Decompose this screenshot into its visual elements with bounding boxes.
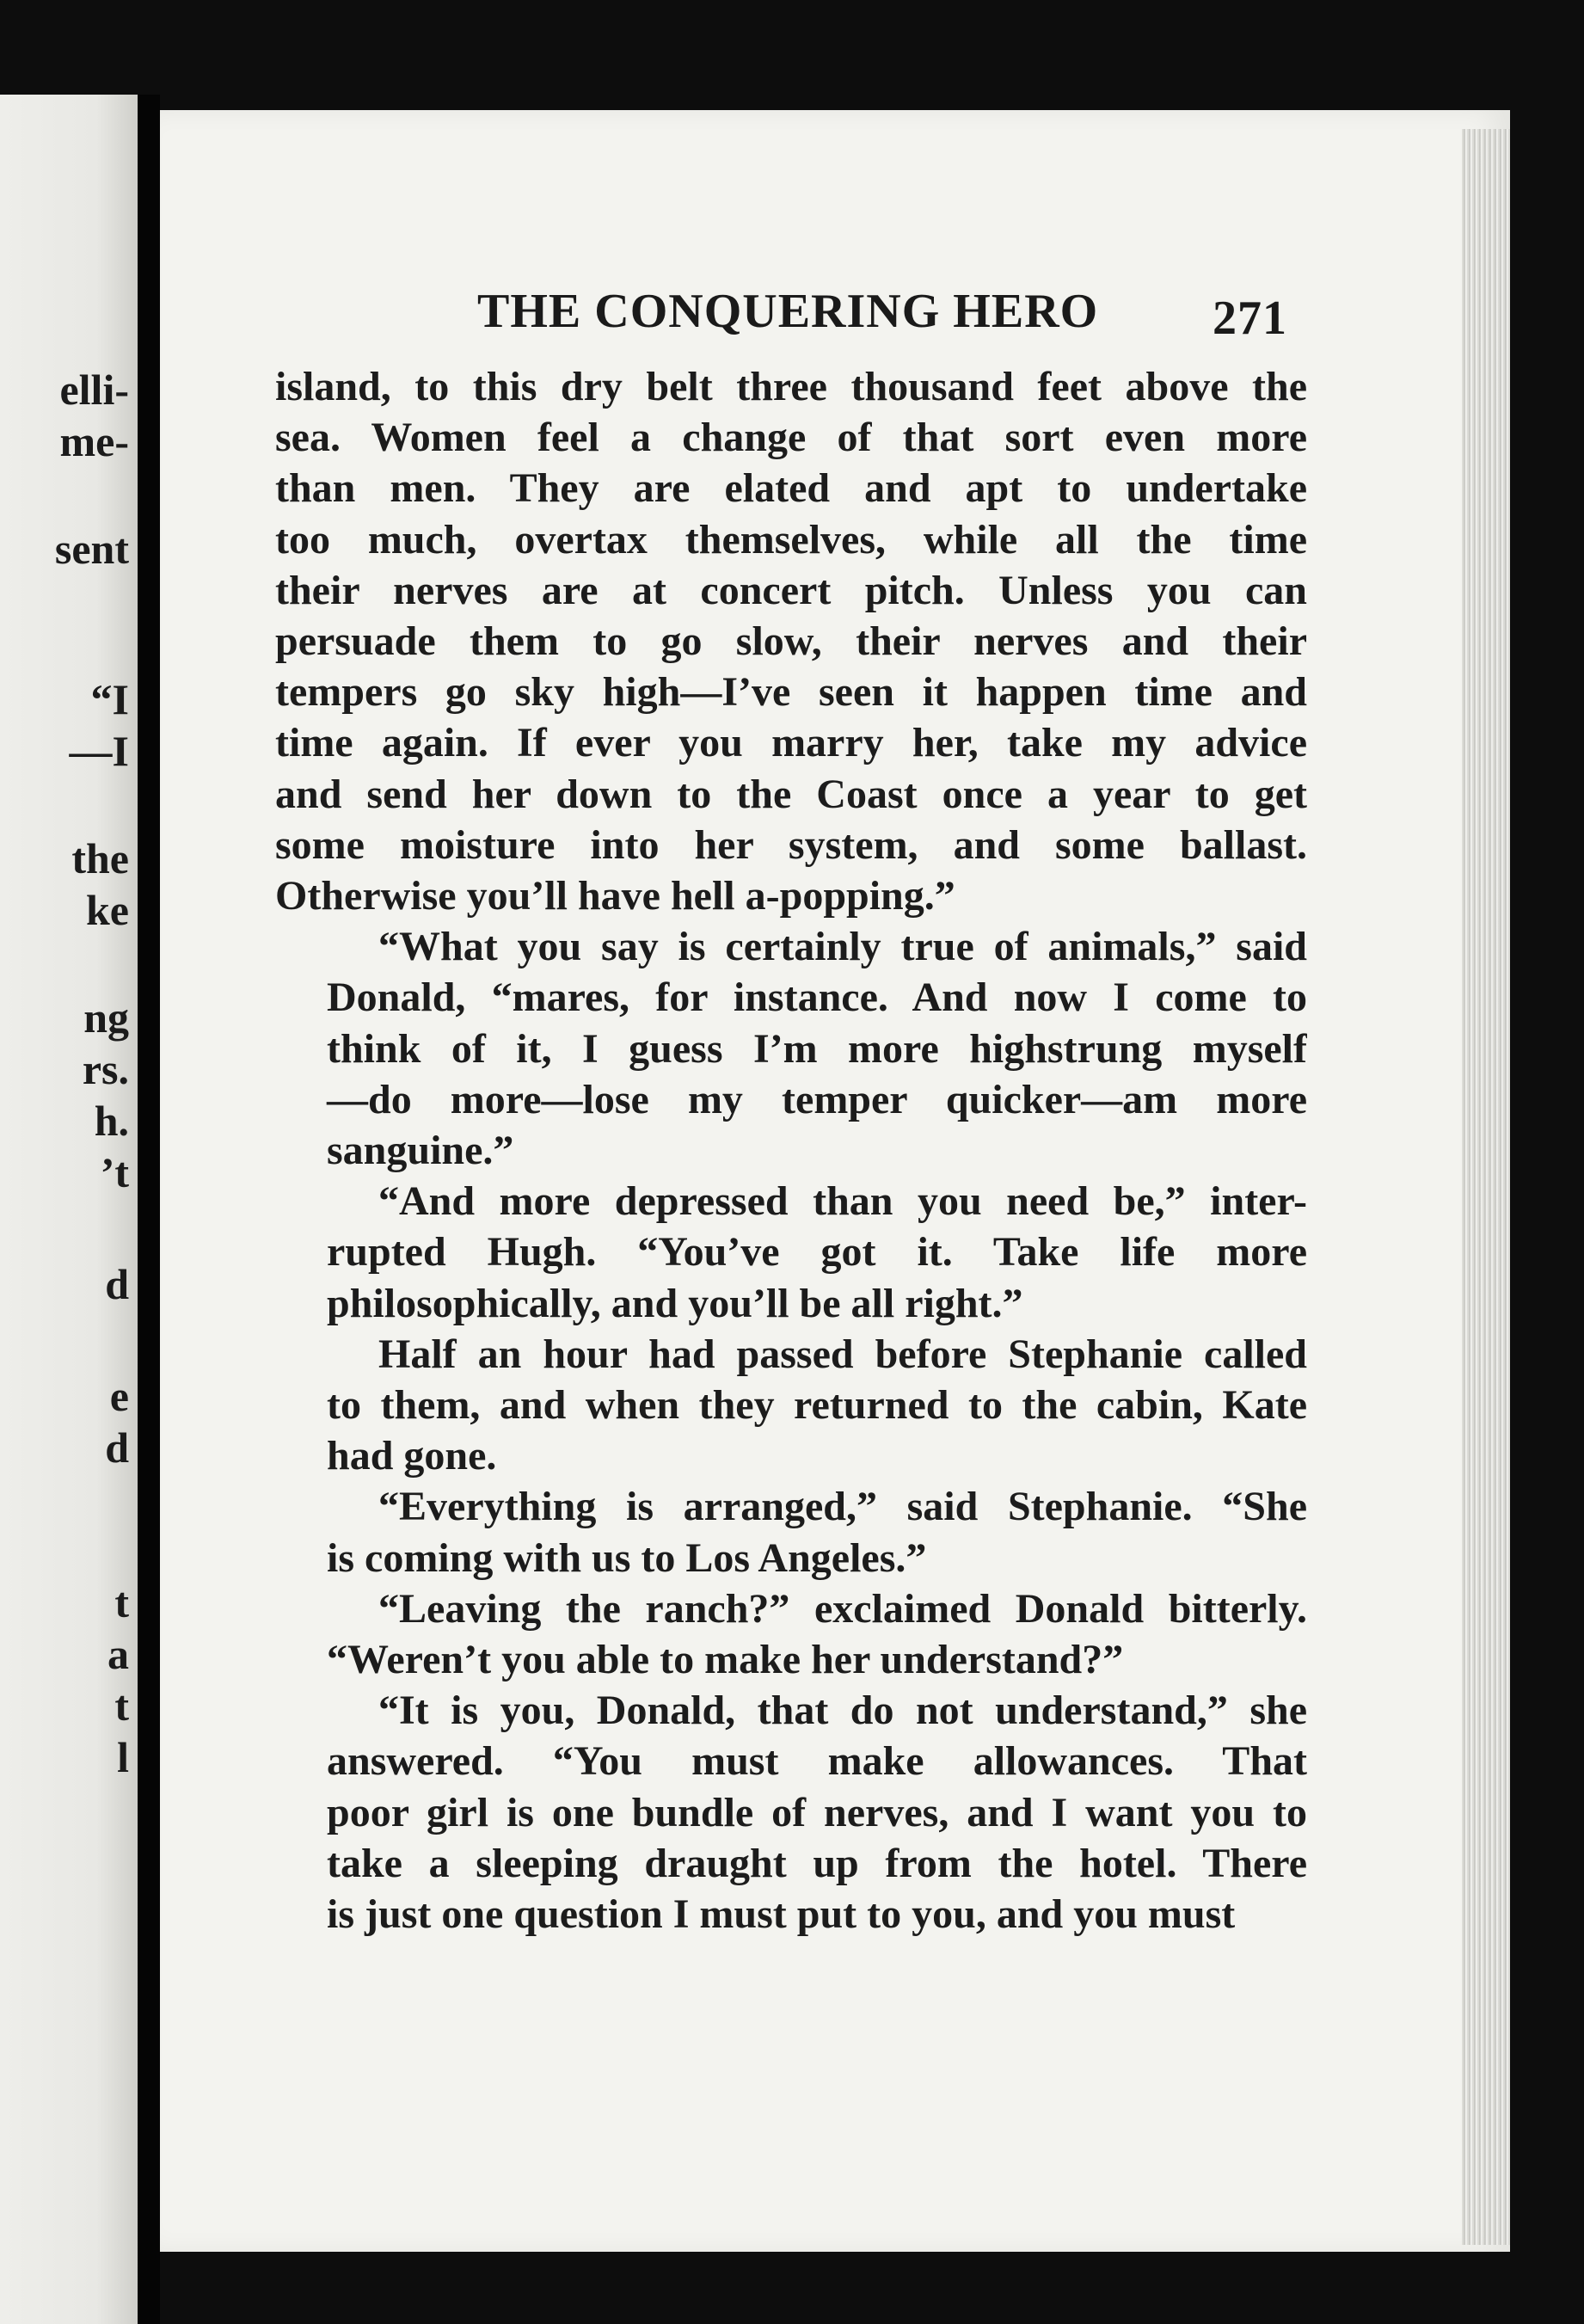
text-line: is coming with us to Los Angeles.” bbox=[327, 1534, 927, 1581]
text-line: answered. “You must make allowances. That bbox=[327, 1738, 1307, 1785]
text-line: “And more depressed than you need be,” inter- bbox=[378, 1178, 1307, 1225]
text-line: to them, and when they returned to the cabin, Kate bbox=[327, 1382, 1307, 1429]
text-line: tempers go sky high—I’ve seen it happen time and bbox=[275, 669, 1307, 716]
facing-page-fragment: elli- bbox=[59, 366, 129, 414]
text-line: “What you say is certainly true of animals,” said bbox=[378, 924, 1307, 970]
text-line: philosophically, and you’ll be all right.” bbox=[327, 1280, 1023, 1326]
facing-page bbox=[0, 95, 138, 2324]
facing-page-fragment: t bbox=[114, 1682, 129, 1730]
paragraph bbox=[275, 1583, 1307, 1685]
running-title: THE CONQUERING HERO bbox=[477, 285, 1099, 338]
text-line: “Leaving the ranch?” exclaimed Donald bitterly. bbox=[378, 1585, 1307, 1632]
text-line: “It is you, Donald, that do not understand,” she bbox=[378, 1688, 1307, 1734]
facing-page-fragment: sent bbox=[54, 525, 129, 573]
facing-page-fragment: ke bbox=[86, 886, 129, 934]
paragraph bbox=[275, 1329, 1307, 1482]
facing-page-fragment: d bbox=[105, 1260, 129, 1308]
text-line: Half an hour had passed before Stephanie called bbox=[378, 1331, 1307, 1377]
text-line: “Weren’t you able to make her understand?” bbox=[327, 1637, 1124, 1683]
facing-page-fragment: —I bbox=[69, 727, 129, 775]
paragraph bbox=[275, 1685, 1307, 1940]
text-line: “Everything is arranged,” said Stephanie. “She bbox=[378, 1484, 1307, 1530]
paragraph bbox=[275, 921, 1307, 1176]
text-line: think of it, I guess I’m more highstrung myself bbox=[327, 1025, 1307, 1072]
text-line: sea. Women feel a change of that sort even more bbox=[275, 415, 1307, 461]
text-line: too much, overtax themselves, while all the time bbox=[275, 516, 1307, 563]
text-line: their nerves are at concert pitch. Unless you can bbox=[275, 567, 1307, 613]
text-line: rupted Hugh. “You’ve got it. Take life more bbox=[327, 1229, 1307, 1276]
text-line: —do more—lose my temper quicker—am more bbox=[327, 1076, 1307, 1122]
facing-page-fragment: t bbox=[114, 1578, 129, 1626]
body-text bbox=[275, 361, 1307, 1940]
text-line: some moisture into her system, and some ballast. bbox=[275, 821, 1307, 868]
paragraph bbox=[275, 361, 1307, 921]
page-edges bbox=[1462, 129, 1510, 2245]
text-line: persuade them to go slow, their nerves and their bbox=[275, 618, 1307, 665]
paragraph bbox=[275, 1481, 1307, 1583]
facing-page-fragment: ng bbox=[83, 993, 129, 1042]
book-gutter bbox=[138, 95, 160, 2324]
text-line: poor girl is one bundle of nerves, and I want you to bbox=[327, 1789, 1307, 1835]
facing-page-fragment: the bbox=[71, 834, 129, 882]
facing-page-fragment: d bbox=[105, 1423, 129, 1472]
text-line: Donald, “mares, for instance. And now I come to bbox=[327, 974, 1307, 1021]
facing-page-fragment: e bbox=[109, 1372, 129, 1420]
facing-page-fragment: a bbox=[107, 1630, 129, 1678]
text-line: take a sleeping draught up from the hotel. There bbox=[327, 1840, 1307, 1886]
facing-page-fragment: ’t bbox=[100, 1148, 129, 1196]
facing-page-fragment: me- bbox=[59, 417, 129, 465]
text-line: had gone. bbox=[327, 1433, 497, 1479]
text-line: time again. If ever you marry her, take my advice bbox=[275, 720, 1307, 766]
text-line: and send her down to the Coast once a year to get bbox=[275, 771, 1307, 817]
facing-page-fragment: “I bbox=[90, 675, 129, 723]
facing-page-fragment: rs. bbox=[82, 1045, 129, 1093]
paragraph bbox=[275, 1176, 1307, 1329]
text-line: Otherwise you’ll have hell a-popping.” bbox=[275, 873, 955, 919]
text-line: than men. They are elated and apt to undertake bbox=[275, 465, 1307, 512]
text-line: island, to this dry belt three thousand feet above the bbox=[275, 364, 1307, 409]
facing-page-fragment: h. bbox=[94, 1097, 129, 1145]
text-line: is just one question I must put to you, and you must bbox=[327, 1891, 1236, 1938]
facing-page-fragment: l bbox=[117, 1733, 129, 1781]
page-number: 271 bbox=[1213, 292, 1287, 345]
text-line: sanguine.” bbox=[327, 1128, 514, 1174]
